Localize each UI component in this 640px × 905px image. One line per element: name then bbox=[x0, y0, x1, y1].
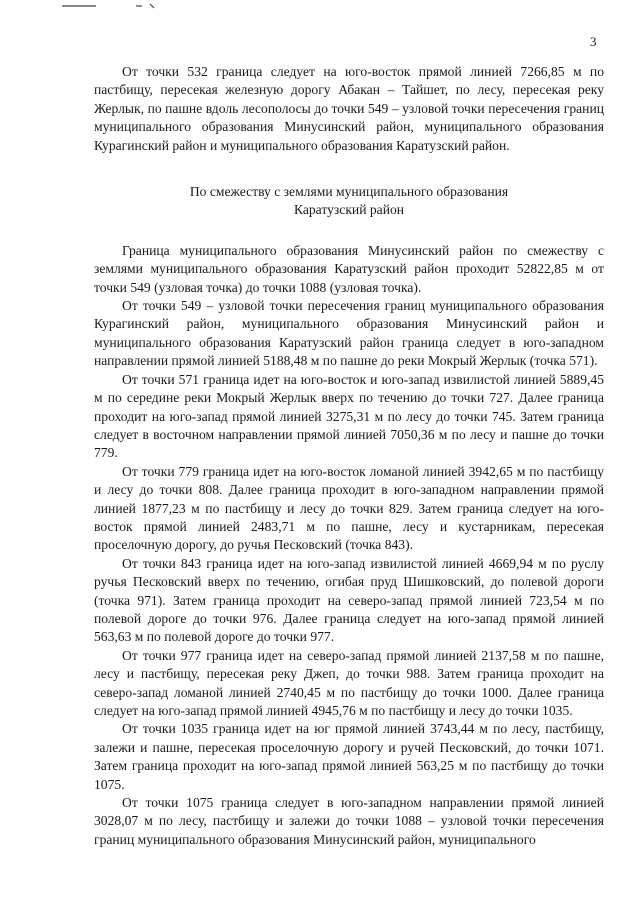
section-heading bbox=[94, 183, 604, 220]
document-body bbox=[94, 63, 604, 849]
paragraph: От точки 532 граница следует на юго-восток прямой линией 7266,85 м по пастбищу, пересекая железную дорогу Абакан – Тайшет, по лесу, пересекая реку Жерлык, по пашне вдоль лесополосы до точки 549 – узловой точки пересечения границ муниципального образования Минусинский район, муниципального образования Курагинский район и муниципального образования Каратузский район. bbox=[94, 64, 604, 153]
section-heading-line-2: Каратузский район bbox=[293, 202, 405, 218]
page-number: 3 bbox=[590, 34, 597, 49]
paragraph: От точки 549 – узловой точки пересечения границ муниципального образования Курагинский район, муниципального образования Минусинский район и муниципального образования Каратузский район граница следует в юго-западном направлении прямой линией 5188,48 м по пашне до реки Мокрый Жерлык (точка 571). bbox=[94, 298, 604, 369]
section-heading-line-1: По смежеству с землями муниципального образования bbox=[189, 184, 509, 200]
paragraph: От точки 843 граница идет на юго-запад извилистой линией 4669,94 м по руслу ручья Песковский вверх по течению, огибая пруд Шишковский, до полевой дороги (точка 971). Затем граница проходит на северо-запад прямой линией 723,54 м по полевой дороге до точки 976. Далее граница следует на юго-запад прямой линией 563,63 м по полевой дороге до точки 977. bbox=[94, 555, 604, 645]
paragraph: От точки 571 граница идет на юго-восток и юго-запад извилистой линией 5889,45 м по середине реки Мокрый Жерлык вверх по течению до точки 727. Далее граница проходит на юго-запад прямой линией 3275,31 м по лесу до точки 745. Затем граница следует в восточном направлении прямой линией 7050,36 м по лесу и пашне до точки 779. bbox=[94, 371, 604, 461]
paragraph: От точки 1075 граница следует в юго-западном направлении прямой линией 3028,07 м по лесу, пастбищу и залежи до точки 1088 – узловой точки пересечения границ муниципального образования Минусинский район, муниципального bbox=[94, 795, 604, 847]
scan-artifact-mark bbox=[62, 2, 172, 10]
paragraph: От точки 977 граница идет на северо-запад прямой линией 2137,58 м по пашне, лесу и пастбищу, пересекая реку Джеп, до точки 988. Затем граница проходит на северо-запад ломаной линией 2740,45 м по пастбищу до точки 1000. Далее граница следует на юго-запад прямой линией 4945,76 м по пастбищу и лесу до точки 1035. bbox=[94, 647, 604, 718]
paragraph: От точки 1035 граница идет на юг прямой линией 3743,44 м по лесу, пастбищу, залежи и пашне, пересекая проселочную дорогу и ручей Песковский, до точки 1071. Затем граница проходит на юго-запад прямой линией 563,25 м по пастбищу до точки 1075. bbox=[94, 721, 604, 792]
paragraph: Граница муниципального образования Минусинский район по смежеству с землями муниципального образования Каратузский район проходит 52822,85 м от точки 549 (узловая точка) до точки 1088 (узловая точка). bbox=[94, 242, 604, 295]
paragraph: От точки 779 граница идет на юго-восток ломаной линией 3942,65 м по пастбищу и лесу до точки 808. Далее граница проходит в юго-западном направлении прямой линией 1877,23 м по пастбищу и лесу до точки 829. Затем граница следует на юго-восток прямой линией 2483,71 м по пашне, лесу и кустарникам, пересекая проселочную дорогу, до ручья Песковский (точка 843). bbox=[94, 463, 604, 553]
